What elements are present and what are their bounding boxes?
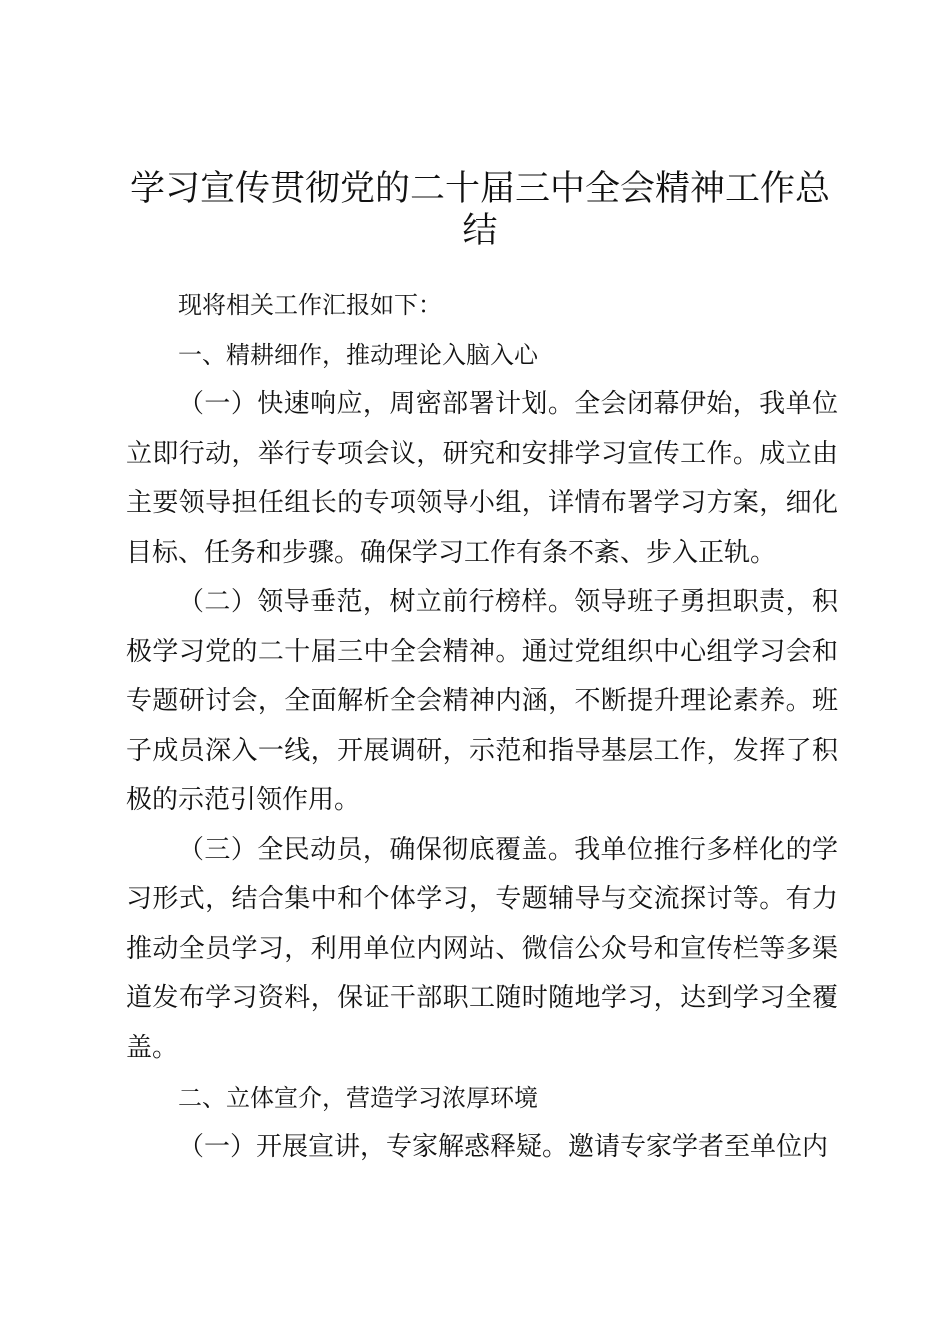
paragraph: （一）开展宣讲，专家解惑释疑。邀请专家学者至单位内 bbox=[178, 1132, 829, 1162]
paragraph: （一）快速响应，周密部署计划。全会闭幕伊始，我单位立即行动，举行专项会议，研究和安排学习宣传工作。成立由主要领导担任组长的专项领导小组，详情布署学习方案，细化目标、任务和步骤。确保学习工作有条不紊、步入正轨。 bbox=[126, 389, 838, 568]
paragraph: （二）领导垂范，树立前行榜样。领导班子勇担职责，积极学习党的二十届三中全会精神。通过党组织中心组学习会和专题研讨会，全面解析全会精神内涵，不断提升理论素养。班子成员深入一线，开展调研，示范和指导基层工作，发挥了积极的示范引领作用。 bbox=[126, 587, 838, 815]
section-heading: 二、立体宣介，营造学习浓厚环境 bbox=[178, 1084, 538, 1112]
document-title: 学习宣传贯彻党的二十届三中全会精神工作总结 bbox=[129, 169, 830, 251]
section-heading: 一、精耕细作，推动理论入脑入心 bbox=[178, 341, 538, 369]
document-body bbox=[126, 280, 838, 1173]
paragraph: （三）全民动员，确保彻底覆盖。我单位推行多样化的学习形式，结合集中和个体学习，专题辅导与交流探讨等。有力推动全员学习，利用单位内网站、微信公众号和宣传栏等多渠道发布学习资料，保证干部职工随时随地学习，达到学习全覆盖。 bbox=[126, 834, 838, 1063]
intro-line: 现将相关工作汇报如下： bbox=[178, 291, 442, 319]
